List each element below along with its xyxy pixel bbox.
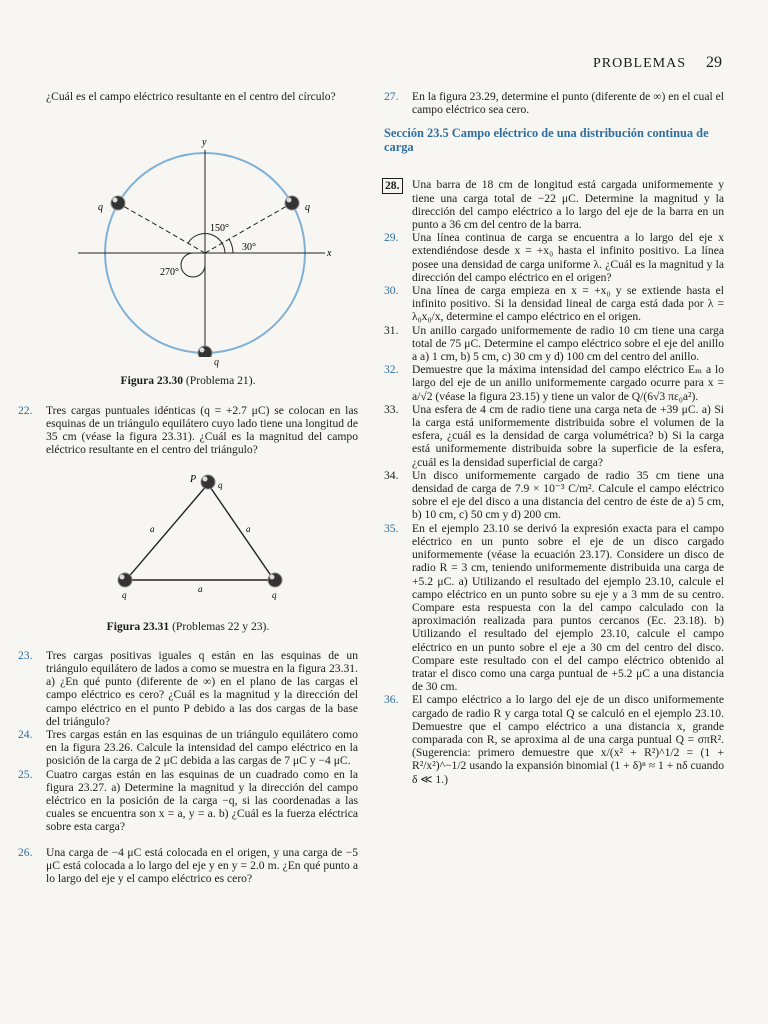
charge-label-top: q <box>218 480 223 491</box>
problem-text: En la figura 23.29, determine el punto (diferente de ∞) en el cual el campo eléctrico sea cero. <box>412 90 724 117</box>
problem-24 <box>18 728 358 768</box>
charge-label-bottom: q <box>214 357 219 369</box>
right-column <box>384 90 724 786</box>
side-label-left: a <box>150 524 155 535</box>
problem-number: 27. <box>384 90 399 103</box>
caption-label: Figura 23.31 <box>106 619 170 633</box>
problem-text: Tres cargas están en las esquinas de un triángulo equilátero como en la figura 23.26. Calcule la intensidad del campo eléctrico en la posición de la carga de 2 μC debida a las cargas de 7 μC y −4 μC. <box>46 728 358 768</box>
problem-text: Una línea continua de carga se encuentra a lo largo del eje x extendiéndose desde x = +x₀ hasta el infinito positivo. La línea posee una densidad de carga uniforme λ. ¿Cuál es la magnitud y la dirección del campo eléctrico en el origen? <box>412 231 724 284</box>
charge-bottom-left <box>118 573 132 587</box>
arc-150 <box>188 234 225 253</box>
charge-highlight <box>270 575 275 580</box>
problem-21-continuation: ¿Cuál es el campo eléctrico resultante en el centro del círculo? <box>46 90 336 103</box>
charge-bottom-right <box>268 573 282 587</box>
problem-31 <box>384 324 724 364</box>
problem-35 <box>384 522 724 694</box>
caption-label: Figura 23.30 <box>120 374 184 388</box>
problem-text: Cuatro cargas están en las esquinas de un cuadrado como en la figura 23.27. a) Determine la magnitud y la dirección del campo eléctrico en la posición de la carga −q, si las coordenadas a las cuales se encuentra son x = a, y = a. b) ¿Cuál es la fuerza eléctrica sobre esta carga? <box>46 767 358 834</box>
problem-text: Una esfera de 4 cm de radio tiene una carga neta de +39 μC. a) Si la carga está uniformemente distribuida sobre el volumen de la esfera, ¿cuál es la densidad de carga volumétrica? b) Si la carga está uniformemente distribuida sobre la superficie de la esfera, ¿cuál es la densidad superficial de carga? <box>412 402 724 469</box>
problem-number: 31. <box>384 323 399 337</box>
charge-highlight <box>113 198 118 203</box>
charge-highlight <box>200 348 205 353</box>
problem-number: 34. <box>384 468 399 482</box>
angle-150-label: 150° <box>210 223 229 235</box>
problem-number: 35. <box>384 521 399 535</box>
problem-text: Un disco uniformemente cargado de radio 35 cm tiene una densidad de carga de 7.9 × 10⁻³ C/m². Calcule el campo eléctrico sobre el eje del disco a una distancia del centro de éste de a) 5 cm, b) 10 cm, c) 50 cm y d) 200 cm. <box>412 468 724 522</box>
figure-23-30-diagram <box>18 105 358 357</box>
caption-text: (Problema 21). <box>185 374 256 388</box>
angle-270-label: 270° <box>160 267 179 279</box>
problem-number: 22. <box>18 403 33 417</box>
side-label-bottom: a <box>198 584 203 595</box>
problem-34 <box>384 469 724 522</box>
problem-30 <box>384 284 724 324</box>
charge-label-bl: q <box>122 590 127 601</box>
left-column <box>18 90 358 885</box>
problem-23 <box>18 649 358 728</box>
problem-text: Tres cargas puntuales idénticas (q = +2.7 μC) se colocan en las esquinas de un triángulo equilátero cuyo lado tiene una longitud de 35 cm (véase la figura 23.31). ¿Cuál es la magnitud del campo eléctrico resultante en el centro del triángulo? <box>46 403 358 457</box>
problem-27 <box>384 90 724 116</box>
problem-text: Una carga de −4 μC está colocada en el origen, y una carga de −5 μC está colocada a lo largo del eje y en y = 2.0 m. ¿En qué punto a lo largo del eje y el campo eléctrico es cero? <box>46 845 358 886</box>
charge-label-br: q <box>272 590 277 601</box>
problem-33 <box>384 403 724 469</box>
point-p-label: P <box>190 474 197 486</box>
problem-text: El campo eléctrico a lo largo del eje de un disco uniformemente cargado de radio R y carga total Q se calculó en el ejemplo 23.10. Demuestre que el campo eléctrico a una distancia x, grande comparada con R, se aproxima al de una carga puntual Q = σπR². (Sugerencia: primero demuestre que x/(x² + R²)^1/2 = (1 + R²/x²)^−1/2 usando la expansión binomial (1 + δ)ⁿ ≈ 1 + nδ cuando δ ≪ 1.) <box>412 693 724 786</box>
charge-label-right: q <box>305 202 310 214</box>
charge-q-right <box>285 196 299 210</box>
problem-36 <box>384 693 724 785</box>
problem-text: Una barra de 18 cm de longitud está cargada uniformemente y tiene una carga total de −22 μC. Determine la magnitud y la dirección del campo eléctrico a lo largo del eje de la barra en un punto a 36 cm del centro de la barra. <box>412 178 724 232</box>
charge-label-left: q <box>98 202 103 214</box>
problem-number: 29. <box>384 231 399 245</box>
charge-q-left <box>111 196 125 210</box>
arc-30 <box>229 239 233 253</box>
page-number: 29 <box>706 54 722 71</box>
problem-25 <box>18 768 358 834</box>
problem-text: Tres cargas positivas iguales q están en las esquinas de un triángulo equilátero de lados a como se muestra en la figura 23.31. a) ¿En qué punto (diferente de ∞) en el plano de las cargas el campo eléctrico es cero? ¿Cuál es la magnitud y la dirección del campo eléctrico en el punto P debido a las dos cargas de la base del triángulo? <box>46 648 358 728</box>
section-heading: Sección 23.5 Campo eléctrico de una distribución continua de carga <box>384 126 709 155</box>
problem-number: 26. <box>18 845 33 859</box>
running-head: PROBLEMAS <box>592 56 686 71</box>
charge-top <box>201 475 215 489</box>
problem-32 <box>384 363 724 403</box>
figure-23-31-diagram <box>18 472 358 602</box>
charge-highlight <box>120 575 125 580</box>
figure-23-31 <box>18 472 358 632</box>
problem-text: Una línea de carga empieza en x = +x₀ y se extiende hasta el infinito positivo. Si la densidad lineal de carga está dada por λ = λ₀x₀/x, determine el campo eléctrico en el origen. <box>412 284 724 324</box>
charge-highlight <box>287 198 292 203</box>
arc-270 <box>181 253 205 277</box>
problem-29 <box>384 231 724 284</box>
problem-28 <box>384 178 724 231</box>
problem-number: 23. <box>18 648 33 662</box>
radius-150 <box>118 203 205 253</box>
problem-text: Demuestre que la máxima intensidad del campo eléctrico Eₘ a lo largo del eje de un anillo uniformemente cargado ocurre para x = a/√2 (véase la figura 23.15) y tiene un valor de Q/(6√3 πε₀a²). <box>412 363 724 403</box>
problem-text: En el ejemplo 23.10 se derivó la expresión exacta para el campo eléctrico en un punto sobre el eje de un disco cargado uniformemente (véase la ecuación 23.17). Considere un disco de radio R = 3 cm, teniendo uniformemente distribuida una carga de +5.2 μC. a) Utilizando el resultado del ejemplo 23.10, calcule el campo eléctrico en un punto sobre su eje y a 3 mm de su centro. Compare esta respuesta con la del campo calculado con la aproximación realizada para puntos cercanos (Ec. 23.18). b) Utilizando el resultado del ejemplo 23.10, calcule el campo eléctrico en un punto sobre el eje a 30 cm del centro del disco. Compare este resultado con el del campo eléctrico obtenido al tratar el disco como una carga puntual de +5.2 μC a una distancia de 30 cm. <box>412 521 724 694</box>
side-left <box>126 484 208 580</box>
problem-number: 24. <box>18 728 33 742</box>
problem-22 <box>18 404 358 457</box>
problem-number: 28. <box>382 178 403 193</box>
problem-number: 32. <box>384 363 399 377</box>
figure-23-30 <box>18 105 358 387</box>
problem-number: 33. <box>384 402 399 416</box>
angle-30-label: 30° <box>242 242 256 254</box>
problem-text: Un anillo cargado uniformemente de radio 10 cm tiene una carga total de 75 μC. Determine el campo eléctrico sobre el eje del anillo a a) 1 cm, b) 5 cm, c) 30 cm y d) 100 cm del centro del anillo. <box>412 323 724 364</box>
problem-number: 36. <box>384 693 399 707</box>
y-axis-label: y <box>202 137 207 149</box>
side-right <box>208 484 274 580</box>
figure-23-30-caption <box>18 374 358 387</box>
figure-23-31-caption <box>18 620 358 633</box>
side-label-right: a <box>246 524 251 535</box>
problem-26 <box>18 846 358 886</box>
charge-highlight <box>203 477 208 482</box>
x-axis-label: x <box>327 248 332 260</box>
caption-text: (Problemas 22 y 23). <box>172 619 270 633</box>
page-header <box>593 54 722 72</box>
problem-number: 25. <box>18 767 33 781</box>
problem-number: 30. <box>384 284 399 298</box>
